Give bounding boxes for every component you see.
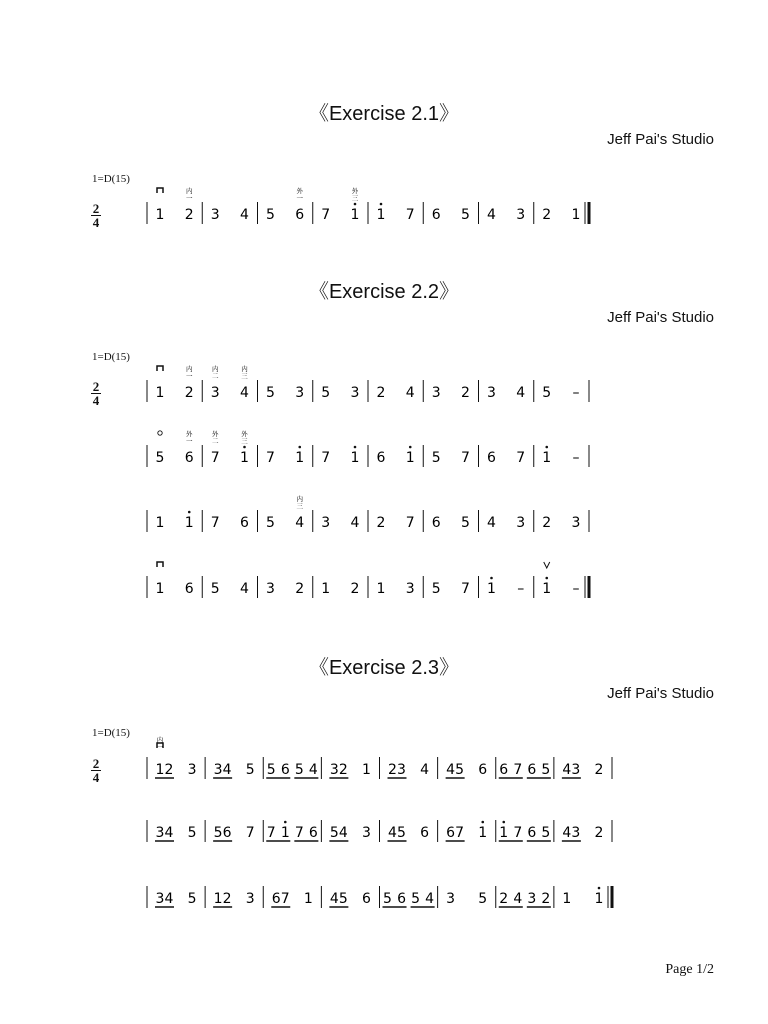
- note-digit: 5: [266, 515, 275, 531]
- note-digit: 6: [446, 825, 456, 841]
- note-digit: 6: [527, 825, 537, 841]
- note-digit: 5: [187, 891, 197, 907]
- note-digit: 1: [155, 385, 165, 401]
- note-digit: 2: [388, 762, 397, 778]
- note-digit: 6: [184, 581, 194, 597]
- note-digit: 4: [388, 825, 397, 841]
- note-digit: 1: [362, 762, 371, 778]
- note-digit: 2: [338, 762, 348, 778]
- note-digit: 7: [321, 207, 331, 223]
- note-digit: 5: [431, 581, 441, 597]
- fingering-label: 一: [296, 194, 303, 202]
- exercise-title: 《Exercise 2.1》: [308, 103, 460, 125]
- key-signature: 1=D(15): [92, 727, 130, 739]
- note-digit: 7: [513, 762, 523, 778]
- note-digit: 4: [240, 207, 249, 223]
- time-signature-bottom: 4: [92, 770, 100, 785]
- note-digit: 5: [542, 385, 552, 401]
- rest-dash: –: [517, 581, 525, 597]
- note-digit: 6: [431, 515, 441, 531]
- note-digit: 2: [461, 385, 470, 401]
- studio-credit: Jeff Pai's Studio: [607, 309, 714, 326]
- note-digit: 4: [420, 762, 430, 778]
- fingering-label: 内: [186, 365, 193, 373]
- note-digit: 4: [240, 385, 249, 401]
- note-digit: 3: [405, 581, 415, 597]
- note-digit: 5: [455, 762, 465, 778]
- note-digit: 4: [329, 891, 339, 907]
- note-digit: 7: [405, 207, 415, 223]
- note-digit: 6: [420, 825, 430, 841]
- note-digit: 3: [487, 385, 496, 401]
- note-digit: 1: [376, 207, 386, 223]
- note-digit: 7: [266, 825, 276, 841]
- note-digit: 5: [321, 385, 331, 401]
- time-signature-top: 2: [92, 201, 100, 216]
- fingering-label: 一: [156, 743, 164, 751]
- fingering-label: 内: [156, 736, 164, 744]
- rest-dash: –: [572, 581, 580, 597]
- note-digit: 3: [571, 825, 581, 841]
- note-digit: 1: [240, 450, 249, 466]
- note-digit: 1: [155, 207, 165, 223]
- note-digit: 6: [271, 891, 281, 907]
- note-digit: 1: [213, 891, 223, 907]
- note-digit: 6: [280, 762, 290, 778]
- note-digit: 4: [446, 762, 456, 778]
- note-digit: 4: [164, 825, 174, 841]
- note-digit: 6: [222, 825, 232, 841]
- fingering-label: 内: [212, 365, 219, 373]
- note-digit: 5: [541, 825, 551, 841]
- note-digit: 3: [397, 762, 406, 778]
- note-digit: 6: [499, 762, 509, 778]
- octave-dot: [490, 577, 493, 580]
- note-digit: 1: [303, 891, 313, 907]
- note-digit: 1: [155, 515, 165, 531]
- note-digit: 5: [431, 450, 441, 466]
- note-digit: 1: [350, 207, 360, 223]
- note-digit: 7: [513, 825, 523, 841]
- note-digit: 3: [329, 762, 339, 778]
- fingering-label: 三: [351, 194, 359, 202]
- note-digit: 5: [329, 825, 339, 841]
- fingering-label: 一: [186, 372, 193, 380]
- note-digit: 6: [487, 450, 496, 466]
- note-digit: 6: [295, 207, 305, 223]
- fingering-label: 内: [241, 365, 248, 373]
- note-digit: 4: [295, 515, 305, 531]
- octave-dot: [354, 203, 357, 206]
- note-digit: 5: [245, 762, 255, 778]
- page-number: Page 1/2: [665, 962, 714, 977]
- octave-dot: [409, 446, 412, 449]
- note-digit: 1: [280, 825, 290, 841]
- note-digit: 1: [184, 515, 194, 531]
- fingering-label: 外: [186, 430, 193, 438]
- octave-dot: [354, 446, 357, 449]
- note-digit: 5: [411, 891, 421, 907]
- note-digit: 4: [240, 581, 249, 597]
- fingering-label: 外: [241, 430, 248, 438]
- time-signature-bottom: 4: [92, 215, 100, 230]
- octave-dot: [502, 821, 505, 824]
- note-digit: 2: [594, 825, 604, 841]
- note-digit: 6: [308, 825, 318, 841]
- note-digit: 4: [513, 891, 523, 907]
- note-digit: 2: [350, 581, 360, 597]
- note-digit: 6: [184, 450, 194, 466]
- note-digit: 2: [376, 385, 386, 401]
- note-digit: 4: [350, 515, 360, 531]
- note-digit: 5: [187, 825, 197, 841]
- note-digit: 6: [397, 891, 407, 907]
- down-bow-mark: [157, 188, 163, 193]
- fingering-label: 二: [212, 437, 219, 445]
- octave-dot: [598, 887, 601, 890]
- note-digit: 7: [321, 450, 331, 466]
- fingering-label: 内: [186, 187, 193, 195]
- note-digit: 7: [245, 825, 255, 841]
- note-digit: 3: [210, 207, 220, 223]
- fingering-label: 三: [241, 372, 248, 380]
- note-digit: 5: [213, 825, 223, 841]
- exercise-title: 《Exercise 2.2》: [308, 281, 460, 303]
- time-signature-top: 2: [92, 379, 100, 394]
- time-signature-top: 2: [92, 756, 100, 771]
- note-digit: 2: [594, 762, 604, 778]
- note-digit: 3: [266, 581, 275, 597]
- note-digit: 6: [240, 515, 249, 531]
- note-digit: 4: [425, 891, 435, 907]
- note-digit: 2: [541, 891, 551, 907]
- down-bow-mark: [157, 562, 163, 567]
- rest-dash: –: [572, 385, 580, 401]
- note-digit: 6: [362, 891, 371, 907]
- note-digit: 5: [461, 207, 470, 223]
- key-signature: 1=D(15): [92, 351, 130, 363]
- note-digit: 1: [295, 450, 305, 466]
- octave-dot: [284, 821, 287, 824]
- note-digit: 5: [397, 825, 406, 841]
- note-digit: 1: [594, 891, 604, 907]
- octave-dot: [545, 577, 548, 580]
- open-string-mark: [158, 431, 162, 435]
- note-digit: 1: [405, 450, 415, 466]
- note-digit: 1: [478, 825, 488, 841]
- note-digit: 5: [383, 891, 392, 907]
- note-digit: 3: [516, 515, 526, 531]
- note-digit: 4: [308, 762, 318, 778]
- note-digit: 7: [280, 891, 290, 907]
- note-digit: 1: [542, 450, 552, 466]
- note-digit: 7: [405, 515, 415, 531]
- note-digit: 5: [478, 891, 488, 907]
- fingering-label: 外: [212, 430, 219, 438]
- fingering-label: 三: [241, 437, 248, 445]
- note-digit: 4: [164, 891, 174, 907]
- note-digit: 2: [222, 891, 232, 907]
- note-digit: 3: [571, 762, 581, 778]
- note-digit: 5: [541, 762, 551, 778]
- note-digit: 5: [210, 581, 220, 597]
- note-digit: 3: [516, 207, 526, 223]
- octave-dot: [481, 821, 484, 824]
- fingering-label: 三: [296, 502, 303, 510]
- note-digit: 3: [187, 762, 197, 778]
- note-digit: 5: [294, 762, 304, 778]
- note-digit: 2: [542, 207, 552, 223]
- fingering-label: 外: [351, 187, 359, 195]
- note-digit: 7: [461, 450, 470, 466]
- note-digit: 4: [516, 385, 526, 401]
- note-digit: 2: [184, 207, 194, 223]
- octave-dot: [380, 203, 383, 206]
- note-digit: 5: [266, 762, 276, 778]
- octave-dot: [188, 511, 191, 514]
- note-digit: 1: [350, 450, 360, 466]
- note-digit: 1: [542, 581, 552, 597]
- note-digit: 3: [446, 891, 456, 907]
- note-digit: 3: [295, 385, 305, 401]
- octave-dot: [545, 446, 548, 449]
- up-bow-mark: [544, 562, 550, 568]
- note-digit: 5: [266, 207, 275, 223]
- note-digit: 5: [266, 385, 275, 401]
- time-signature-bottom: 4: [92, 393, 100, 408]
- note-digit: 6: [376, 450, 386, 466]
- note-digit: 2: [542, 515, 552, 531]
- studio-credit: Jeff Pai's Studio: [607, 131, 714, 148]
- note-digit: 7: [210, 450, 220, 466]
- note-digit: 3: [362, 825, 371, 841]
- note-digit: 4: [487, 207, 496, 223]
- octave-dot: [243, 446, 246, 449]
- note-digit: 3: [321, 515, 331, 531]
- fingering-label: 内: [296, 495, 303, 503]
- note-digit: 1: [487, 581, 496, 597]
- note-digit: 3: [155, 825, 165, 841]
- note-digit: 3: [431, 385, 441, 401]
- note-digit: 3: [350, 385, 360, 401]
- fingering-label: 外: [296, 187, 303, 195]
- key-signature: 1=D(15): [92, 173, 130, 185]
- note-digit: 4: [562, 762, 572, 778]
- note-digit: 3: [155, 891, 165, 907]
- note-digit: 2: [295, 581, 305, 597]
- note-digit: 1: [499, 825, 509, 841]
- note-digit: 2: [499, 891, 509, 907]
- note-digit: 5: [461, 515, 470, 531]
- note-digit: 7: [455, 825, 465, 841]
- note-digit: 2: [376, 515, 386, 531]
- fingering-label: 二: [212, 372, 219, 380]
- note-digit: 1: [562, 891, 572, 907]
- note-digit: 4: [338, 825, 348, 841]
- note-digit: 7: [516, 450, 526, 466]
- note-digit: 4: [405, 385, 415, 401]
- note-digit: 3: [210, 385, 220, 401]
- note-digit: 6: [431, 207, 441, 223]
- down-bow-mark: [157, 366, 163, 371]
- exercise-title: 《Exercise 2.3》: [308, 657, 460, 679]
- note-digit: 4: [562, 825, 572, 841]
- note-digit: 4: [487, 515, 496, 531]
- note-digit: 1: [376, 581, 386, 597]
- note-digit: 4: [222, 762, 232, 778]
- octave-dot: [298, 446, 301, 449]
- fingering-label: 一: [186, 194, 193, 202]
- note-digit: 2: [164, 762, 174, 778]
- note-digit: 5: [155, 450, 165, 466]
- rest-dash: –: [572, 450, 580, 466]
- note-digit: 3: [245, 891, 255, 907]
- note-digit: 7: [210, 515, 220, 531]
- note-digit: 6: [527, 762, 537, 778]
- fingering-label: 一: [186, 437, 193, 445]
- note-digit: 6: [478, 762, 488, 778]
- note-digit: 1: [321, 581, 331, 597]
- note-digit: 1: [571, 207, 581, 223]
- note-digit: 7: [266, 450, 275, 466]
- studio-credit: Jeff Pai's Studio: [607, 685, 714, 702]
- note-digit: 3: [527, 891, 537, 907]
- note-digit: 5: [338, 891, 348, 907]
- note-digit: 3: [213, 762, 223, 778]
- note-digit: 3: [571, 515, 581, 531]
- note-digit: 1: [155, 762, 165, 778]
- note-digit: 7: [294, 825, 304, 841]
- note-digit: 7: [461, 581, 470, 597]
- note-digit: 1: [155, 581, 165, 597]
- note-digit: 2: [184, 385, 194, 401]
